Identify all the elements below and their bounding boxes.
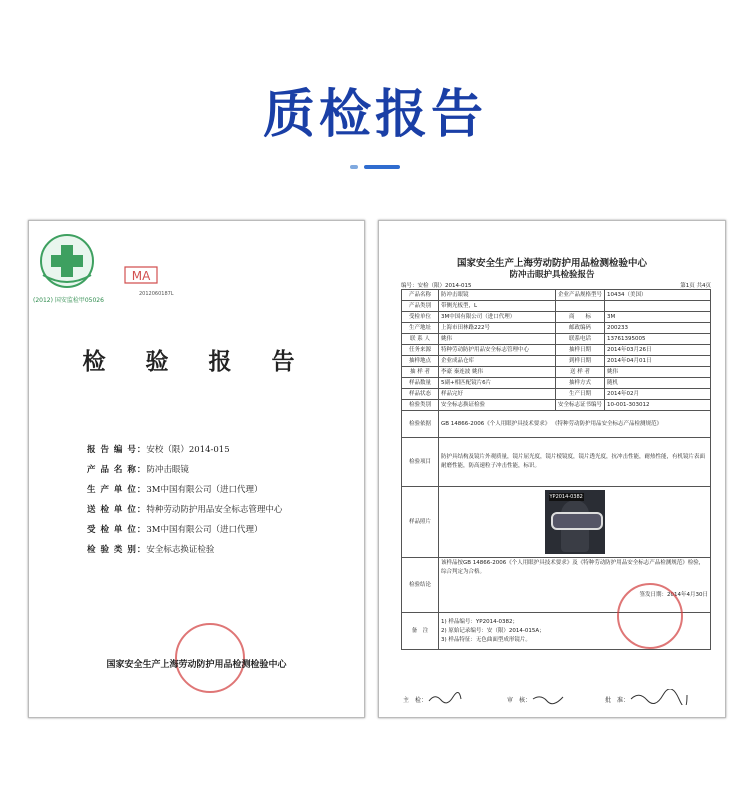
certificate-heading: 检 验 报 告 (82, 348, 311, 375)
field-submitter (87, 503, 282, 515)
remark-text: 1) 样品编号：YP2014-0382； 2) 原始记录编号：安（限）2014-015A； 3) 样品特征：无色曲面型成形镜片。 (439, 613, 711, 650)
row-value: 13761395005 (605, 334, 711, 345)
row-key: 受检单位 (402, 312, 439, 323)
emblem-caption: (2012) 国安监检甲05026 (33, 297, 104, 304)
field-label: 受 检 单 位： (87, 525, 147, 535)
row-key: 联系电话 (556, 334, 605, 345)
field-manufacturer (87, 483, 263, 495)
basis-text: GB 14866-2006《个人用眼护具技术要求》 《特种劳动防护用品安全标志产品检测规范》 (439, 411, 711, 438)
row-value: 特种劳动防护用品安全标志管理中心 (439, 345, 556, 356)
field-value: 安校（限）2014-015 (146, 445, 230, 455)
row-key: 生产地址 (402, 323, 439, 334)
row-key: 检验结论 (402, 558, 439, 613)
table-row (402, 378, 711, 389)
row-key: 商 标 (556, 312, 605, 323)
row-value: 安全标志换证检验 (439, 400, 556, 411)
row-key: 生产日期 (556, 389, 605, 400)
row-key: 邮政编码 (556, 323, 605, 334)
row-key: 送 样 者 (556, 367, 605, 378)
safety-emblem-icon (37, 231, 107, 291)
row-value: 10-001-303012 (605, 400, 711, 411)
goggles-icon (551, 512, 603, 530)
table-row (402, 301, 711, 312)
inspection-report (378, 220, 726, 718)
signature-icon (531, 691, 567, 705)
field-report-no (87, 443, 230, 455)
items-text: 防护具结构及镜片外观质量，镜片屈光度，镜片棱镜度，镜片透光度，抗冲击性能，耐热性能，有机镜片表面耐磨性能，防高速粒子冲击性能，标识。 (439, 438, 711, 487)
field-label: 产 品 名 称： (87, 465, 147, 475)
row-value: 200233 (605, 323, 711, 334)
report-page-info: 第1页 共4页 (680, 283, 711, 289)
table-row (402, 334, 711, 345)
table-row (402, 411, 711, 438)
table-row (402, 323, 711, 334)
row-value: 防冲击眼镜 (439, 290, 556, 301)
row-value: 姚伟 (439, 334, 556, 345)
row-key: 到样日期 (556, 356, 605, 367)
table-row (402, 389, 711, 400)
field-value: 安全标志换证检验 (146, 545, 215, 555)
row-key: 联 系 人 (402, 334, 439, 345)
row-value: 2014年02月 (605, 389, 711, 400)
row-key: 任务来源 (402, 345, 439, 356)
inspection-certificate (28, 220, 365, 718)
row-value: 姚伟 (605, 367, 711, 378)
cma-caption: 2012060187L (139, 291, 174, 297)
row-key: 抽 样 者 (402, 367, 439, 378)
field-product-name (87, 463, 189, 475)
photo-tag: YP2014-0382 (549, 494, 583, 500)
cma-logo-icon (123, 265, 159, 285)
field-label: 生 产 单 位： (87, 485, 147, 495)
sample-photo-cell (439, 487, 711, 558)
report-number: 编号：安检（限）2014-015 (401, 283, 472, 289)
row-value: 样品完好 (439, 389, 556, 400)
field-value: 特种劳动防护用品安全标志管理中心 (146, 505, 283, 515)
title-underline (364, 165, 400, 169)
sample-photo (545, 490, 605, 554)
row-value: 10434（美国） (605, 290, 711, 301)
row-value: 2014年04月01日 (605, 356, 711, 367)
report-title: 防冲击眼护具检验报告 (509, 270, 595, 280)
issue-date: 签发日期：2014年4月30日 (639, 592, 708, 598)
table-row (402, 345, 711, 356)
row-value: 上海市田林路222号 (439, 323, 556, 334)
row-key: 检验类别 (402, 400, 439, 411)
table-row (402, 312, 711, 323)
table-row (402, 290, 711, 301)
table-row (402, 400, 711, 411)
row-key: 样品照片 (402, 487, 439, 558)
field-label: 送 检 单 位： (87, 505, 147, 515)
field-inspected-unit (87, 523, 263, 535)
row-key: 检验项目 (402, 438, 439, 487)
issuing-organization: 国家安全生产上海劳动防护用品检测检验中心 (106, 660, 287, 670)
row-key: 企业产品规格型号 (556, 290, 605, 301)
row-key: 样品数量 (402, 378, 439, 389)
row-key: 抽样日期 (556, 345, 605, 356)
table-row (402, 487, 711, 558)
conclusion-text: 该样品按GB 14866-2006《个人用眼护具技术要求》及《特种劳动防护用品安全标志产品检测规范》检验，综合判定为合格。 (441, 560, 705, 575)
row-value: 5副+相匹配镜片6片 (439, 378, 556, 389)
signature-icon (629, 689, 689, 705)
field-inspection-type (87, 543, 214, 555)
official-stamp-icon (617, 583, 683, 649)
table-row (402, 356, 711, 367)
row-key: 抽样地点 (402, 356, 439, 367)
row-value: 3M (605, 312, 711, 323)
row-value: 随机 (605, 378, 711, 389)
row-key: 产品名称 (402, 290, 439, 301)
report-organization: 国家安全生产上海劳动防护用品检测检验中心 (456, 258, 647, 269)
row-key: 检验依据 (402, 411, 439, 438)
field-value: 3M中国有限公司（进口代理） (146, 525, 263, 535)
row-key: 样品状态 (402, 389, 439, 400)
signature-icon (427, 691, 463, 705)
row-value: 3M中国有限公司（进口代理） (439, 312, 556, 323)
field-label: 检 验 类 别： (87, 545, 147, 555)
table-row (402, 438, 711, 487)
row-key: 备 注 (402, 613, 439, 650)
page-title: 质检报告 (262, 85, 487, 145)
row-value: 2014年03月26日 (605, 345, 711, 356)
svg-text:MA: MA (131, 269, 151, 283)
signer-chief-inspector: 主 检： (403, 697, 428, 704)
field-value: 防冲击眼镜 (146, 465, 189, 475)
signer-reviewer: 审 核： (507, 697, 532, 704)
row-key: 产品类别 (402, 301, 439, 312)
row-value (605, 301, 711, 312)
row-key (556, 301, 605, 312)
table-row (402, 367, 711, 378)
signer-approver: 批 准： (605, 697, 630, 704)
title-underline-dot (350, 165, 358, 169)
field-label: 报 告 编 号： (87, 445, 147, 455)
row-value: 李豪 秦连波 姚伟 (439, 367, 556, 378)
row-value: 带侧光板型，L (439, 301, 556, 312)
row-key: 抽样方式 (556, 378, 605, 389)
row-key: 安全标志证书编号 (556, 400, 605, 411)
row-value: 企业成品仓库 (439, 356, 556, 367)
field-value: 3M中国有限公司（进口代理） (146, 485, 263, 495)
